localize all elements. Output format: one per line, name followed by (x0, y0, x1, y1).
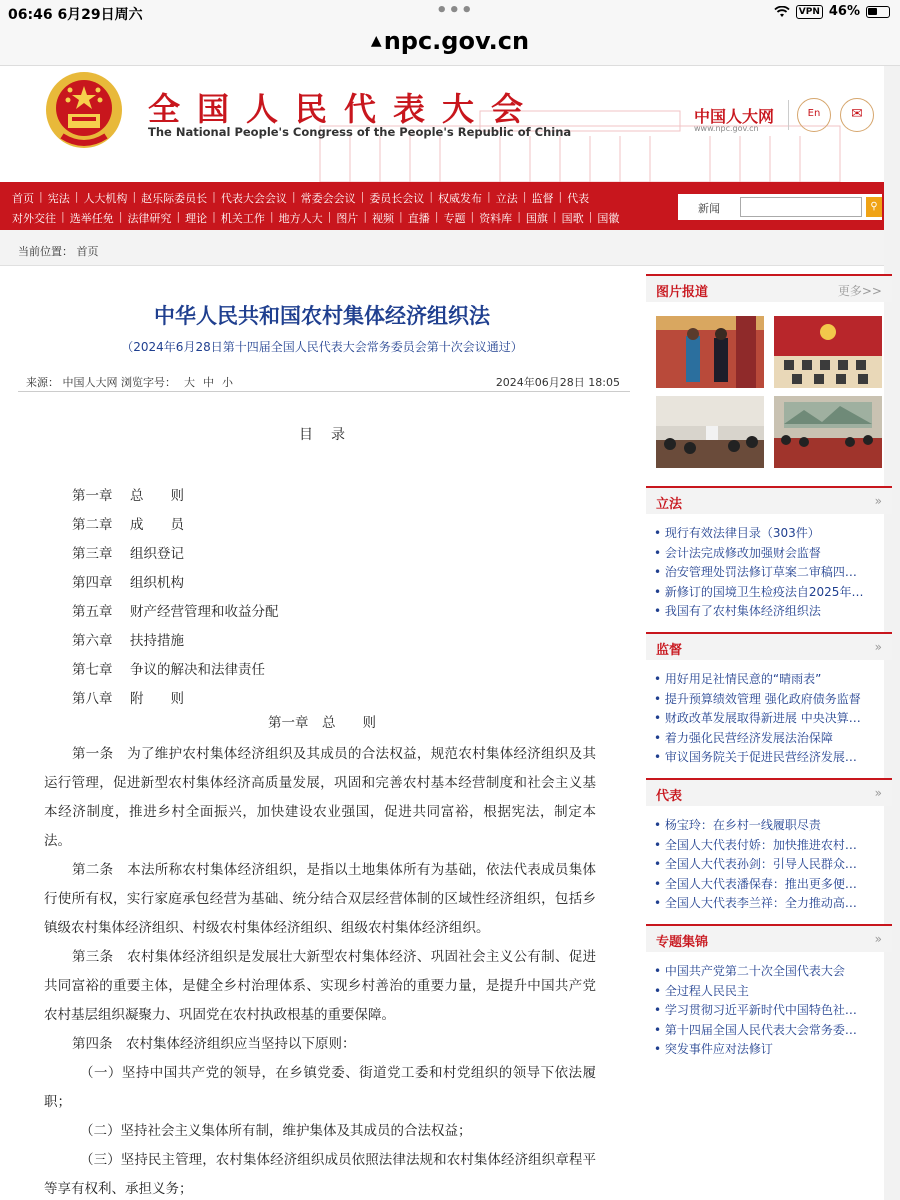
site-title: 全国人民代表大会 (148, 90, 541, 128)
more-arrow-icon[interactable]: » (874, 932, 882, 946)
sidebar-link[interactable]: • 现行有效法律目录（303件） (654, 524, 882, 544)
divider (788, 100, 789, 130)
sidebar-link[interactable]: • 提升预算绩效管理 强化政府债务监督 (654, 690, 882, 710)
sidebar-section-title[interactable]: 监督 (656, 643, 683, 658)
nav-item[interactable]: 国歌 (561, 212, 584, 225)
toc-chapter-number: 第二章 (72, 517, 113, 533)
address-bar[interactable] (0, 26, 900, 66)
search-input[interactable] (740, 197, 862, 217)
nav-item[interactable]: 监督 (531, 192, 554, 205)
site-header (0, 66, 884, 182)
table-of-contents (72, 482, 279, 714)
status-indicators (774, 4, 890, 19)
nav-separator: | (39, 190, 43, 203)
nav-separator: | (487, 190, 491, 203)
nav-item[interactable]: 首页 (12, 192, 34, 205)
more-arrow-icon[interactable]: » (874, 494, 882, 508)
toc-chapter-title: 总 则 (130, 488, 184, 504)
battery-percent: 46% (828, 4, 860, 19)
toc-chapter-title: 成 员 (130, 517, 184, 533)
sidebar-link[interactable]: • 会计法完成修改加强财会监督 (654, 544, 882, 564)
toc-chapter-title: 组织机构 (130, 575, 184, 591)
nav-separator: | (399, 210, 403, 223)
nav-item[interactable]: 代表 (567, 192, 590, 205)
mail-icon[interactable]: ✉ (840, 98, 874, 132)
lock-icon: ▲ (370, 33, 382, 49)
nav-item[interactable]: 国旗 (525, 212, 548, 225)
photo-section-header (646, 274, 892, 302)
toc-chapter-number: 第六章 (72, 633, 113, 649)
article-paragraph: 第四条 农村集体经济组织应当坚持以下原则： (72, 1036, 356, 1052)
national-emblem-icon (44, 70, 124, 152)
chapter-heading: 第一章 总 则 (268, 715, 376, 731)
toc-item (72, 685, 279, 714)
sidebar-link-list (654, 670, 882, 768)
nav-item[interactable]: 委员长会议 (369, 192, 425, 205)
url-text[interactable]: npc.gov.cn (383, 27, 530, 55)
nav-separator: | (552, 210, 557, 223)
sidebar-link[interactable]: • 突发事件应对法修订 (654, 1040, 882, 1060)
photo-section-title[interactable]: 图片报道 (656, 285, 709, 300)
toc-item (72, 511, 279, 540)
brand-url: www.npc.gov.cn (694, 124, 759, 133)
toc-chapter-title: 附 则 (130, 691, 184, 707)
nav-item[interactable]: 国徽 (597, 212, 620, 225)
multitask-dots-icon[interactable]: ••• (436, 0, 474, 21)
nav-row-2 (12, 210, 619, 226)
sidebar-section-title[interactable]: 专题集锦 (656, 935, 709, 950)
sidebar-link[interactable]: • 第十四届全国人民代表大会常务委… (654, 1021, 882, 1041)
more-link[interactable]: 更多>> (837, 284, 882, 298)
sidebar-section-header (646, 924, 892, 952)
sidebar-link[interactable]: • 全国人大代表孙剑：引导人民群众… (654, 855, 882, 875)
sidebar-section-header (646, 632, 892, 660)
nav-separator: | (74, 190, 79, 203)
nav-separator: | (61, 210, 65, 223)
source-label: 来源： 中国人大网 浏览字号： (26, 376, 176, 389)
nav-item[interactable]: 理论 (185, 212, 208, 225)
sidebar-section-title[interactable]: 代表 (656, 789, 683, 804)
sidebar-link[interactable]: • 全国人大代表付娇：加快推进农村… (654, 836, 882, 856)
toc-item (72, 540, 279, 569)
toc-heading: 目录 (299, 427, 363, 443)
nav-separator: | (118, 210, 123, 223)
nav-separator: | (363, 210, 368, 223)
nav-item[interactable]: 常委会会议 (300, 192, 356, 205)
sidebar-link[interactable]: • 着力强化民营经济发展法治保障 (654, 729, 882, 749)
nav-item[interactable]: 资料库 (479, 212, 513, 225)
sidebar-link-list (654, 524, 882, 622)
nav-item[interactable]: 图片 (336, 212, 359, 225)
nav-separator: | (429, 190, 434, 203)
nav-separator: | (434, 210, 439, 223)
toc-chapter-number: 第一章 (72, 488, 113, 504)
toc-item (72, 598, 279, 627)
nav-item[interactable]: 赵乐际委员长 (141, 192, 208, 205)
nav-separator: | (327, 210, 332, 223)
news-photo[interactable] (774, 316, 882, 388)
brand-logo-text[interactable]: 中国人大网 (694, 107, 775, 126)
wifi-icon (774, 6, 790, 18)
sidebar-link-list (654, 816, 882, 914)
article-paragraph: 第二条 本法所称农村集体经济组织，是指以土地集体所有为基础，依法代表成员集体行使所有权，实行家庭承包经营为基础、统分结合双层经营体制的区域性经济组织，包括乡镇级农村集体经济组织、村级农村集体经济组织、组级农村集体经济组织。 (44, 862, 596, 936)
nav-separator: | (212, 210, 216, 223)
nav-separator: | (212, 190, 216, 203)
sidebar-link[interactable]: • 中国共产党第二十次全国代表大会 (654, 962, 882, 982)
nav-item[interactable]: 视频 (372, 212, 395, 225)
toc-item (72, 627, 279, 656)
toc-chapter-number: 第四章 (72, 575, 113, 591)
toc-item (72, 656, 279, 685)
nav-item[interactable]: 人大机构 (83, 192, 128, 205)
site-subtitle: The National People's Congress of the People's Republic of China (148, 125, 572, 139)
article-clause: （一）坚持中国共产党的领导，在乡镇党委、街道党工委和村党组织的领导下依法履职； (44, 1065, 596, 1110)
toc-item (72, 482, 279, 511)
sidebar-link[interactable]: • 全过程人民民主 (654, 982, 882, 1002)
sidebar-link[interactable]: • 全国人大代表潘保春：推出更多便… (654, 875, 882, 895)
sidebar-link[interactable]: • 审议国务院关于促进民营经济发展… (654, 748, 882, 768)
more-arrow-icon[interactable]: » (874, 640, 882, 654)
nav-separator: | (522, 190, 527, 203)
font-size-small[interactable]: 小 (222, 376, 233, 389)
search-icon[interactable]: ⚲ (866, 197, 882, 217)
nav-row-1 (12, 190, 589, 206)
sidebar-link[interactable]: • 用好用足社情民意的“晴雨表” (654, 670, 882, 690)
search-box (678, 194, 882, 220)
nav-item[interactable]: 对外交往 (12, 212, 56, 225)
english-button[interactable]: En (797, 98, 831, 132)
news-photo[interactable] (656, 316, 764, 388)
nav-separator: | (470, 210, 475, 223)
article-meta (18, 368, 630, 392)
font-size-large[interactable]: 大 (184, 376, 195, 389)
toc-chapter-title: 争议的解决和法律责任 (130, 662, 265, 678)
sidebar-link[interactable]: • 杨宝玲：在乡村一线履职尽责 (654, 816, 882, 836)
sidebar-link[interactable]: • 我国有了农村集体经济组织法 (654, 602, 882, 622)
sidebar-link[interactable]: • 治安管理处罚法修订草案二审稿四… (654, 563, 882, 583)
sidebar-section-header (646, 778, 892, 806)
sidebar-section-title[interactable]: 立法 (656, 497, 683, 512)
vpn-badge: VPN (796, 5, 823, 19)
nav-separator: | (558, 190, 563, 203)
status-time: 06:46 6月29日周六 (8, 7, 143, 23)
article-clause: （三）坚持民主管理，农村集体经济组织成员依照法律法规和农村集体经济组织章程平等享有权利、承担义务； (44, 1152, 596, 1197)
sidebar-link[interactable]: • 全国人大代表李兰祥：全力推动高… (654, 894, 882, 914)
nav-separator: | (517, 210, 521, 223)
article-body (44, 740, 596, 1200)
article-paragraph: 第三条 农村集体经济组织是发展壮大新型农村集体经济、巩固社会主义公有制、促进共同富裕的重要主体，是健全乡村治理体系、实现乡村善治的重要力量，是提升中国共产党农村基层组织凝聚力、巩固党在农村执政根基的重要保障。 (44, 949, 596, 1023)
search-category-label[interactable]: 新闻 (698, 202, 720, 215)
more-arrow-icon[interactable]: » (874, 786, 882, 800)
news-photo[interactable] (774, 396, 882, 468)
sidebar-section-header (646, 486, 892, 514)
nav-separator: | (132, 190, 137, 203)
news-photo[interactable] (656, 396, 764, 468)
article-paragraph: 第一条 为了维护农村集体经济组织及其成员的合法权益，规范农村集体经济组织及其运行管理，促进新型农村集体经济高质量发展，巩固和完善农村基本经营制度和社会主义基本经济制度，推进乡村全面振兴，加快建设农业强国，促进共同富裕，根据宪法，制定本法。 (44, 746, 596, 849)
toc-chapter-number: 第三章 (72, 546, 113, 562)
font-size-medium[interactable]: 中 (203, 376, 214, 389)
nav-item[interactable]: 代表大会会议 (220, 192, 287, 205)
toc-item (72, 569, 279, 598)
nav-separator: | (588, 210, 593, 223)
sidebar-link[interactable]: • 财政改革发展取得新进展 中央决算… (654, 709, 882, 729)
nav-separator: | (360, 190, 365, 203)
nav-item[interactable]: 立法 (495, 192, 518, 205)
nav-item[interactable]: 宪法 (47, 192, 70, 205)
nav-separator: | (176, 210, 181, 223)
toc-chapter-number: 第八章 (72, 691, 113, 707)
toc-chapter-title: 组织登记 (130, 546, 184, 562)
toc-chapter-title: 扶持措施 (130, 633, 184, 649)
sidebar-link[interactable]: • 学习贯彻习近平新时代中国特色社… (654, 1001, 882, 1021)
toc-chapter-number: 第五章 (72, 604, 113, 620)
nav-separator: | (269, 210, 274, 223)
toc-chapter-title: 财产经营管理和收益分配 (130, 604, 279, 620)
nav-separator: | (291, 190, 296, 203)
nav-item[interactable]: 直播 (407, 212, 430, 225)
publish-date: 2024年06月28日 18:05 (495, 376, 620, 389)
breadcrumb: 当前位置： 首页 (0, 230, 884, 266)
nav-item[interactable]: 法律研究 (127, 212, 172, 225)
battery-icon (866, 6, 890, 18)
nav-item[interactable]: 选举任免 (69, 212, 114, 225)
main-nav (0, 182, 884, 230)
meta-left (26, 374, 233, 390)
article-subtitle: （2024年6月28日第十四届全国人民代表大会常务委员会第十次会议通过） (121, 340, 523, 354)
nav-item[interactable]: 机关工作 (220, 212, 265, 225)
nav-item[interactable]: 专题 (443, 212, 466, 225)
article-clause: （二）坚持社会主义集体所有制，维护集体及其成员的合法权益； (80, 1123, 472, 1139)
toc-chapter-number: 第七章 (72, 662, 113, 678)
sidebar-link[interactable]: • 新修订的国境卫生检疫法自2025年… (654, 583, 882, 603)
sidebar-link-list (654, 962, 882, 1060)
status-bar (0, 0, 900, 26)
article-title: 中华人民共和国农村集体经济组织法 (154, 304, 490, 328)
nav-item[interactable]: 地方人大 (278, 212, 323, 225)
nav-item[interactable]: 权威发布 (438, 192, 483, 205)
